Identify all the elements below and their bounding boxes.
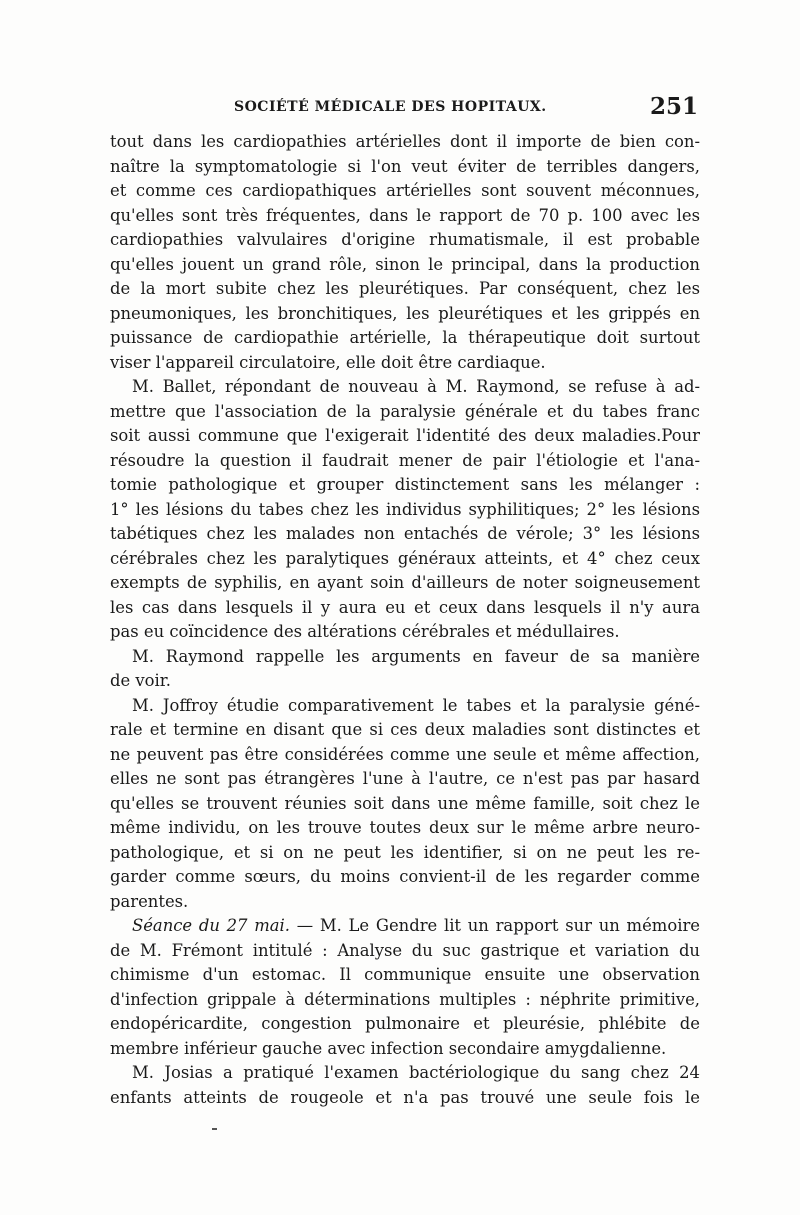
text-line: puissance de cardiopathie artérielle, la thérapeutique doit surtout (110, 328, 700, 347)
text-line: tabétiques chez les malades non entachés de vérole; 3° les lésions (110, 524, 700, 543)
running-head (108, 95, 698, 125)
text-line: M. Raymond rappelle les arguments en faveur de sa manière (132, 646, 700, 666)
text-line: M. Josias a pratiqué l'examen bactériologique du sang chez 24 (132, 1063, 700, 1082)
session-date: Séance du 27 mai. (132, 916, 290, 935)
text-line: qu'elles se trouvent réunies soit dans une même famille, soit chez le (110, 793, 700, 813)
text-line: tout dans les cardiopathies artérielles dont il importe de bien con- (110, 132, 700, 151)
text-line: pathologique, et si on ne peut les identifier, si on ne peut les re- (110, 842, 700, 862)
text-line: pneumoniques, les bronchitiques, les pleurétiques et les grippés en (110, 303, 700, 323)
text-line: endopéricardite, congestion pulmonaire et pleurésie, phlébite de (110, 1014, 700, 1033)
text-line: d'infection grippale à déterminations multiples : néphrite primitive, (110, 989, 700, 1009)
page-number: 251 (649, 93, 698, 120)
text-line: qu'elles jouent un grand rôle, sinon le principal, dans la production (110, 254, 700, 274)
text-line: résoudre la question il faudrait mener de pair l'étiologie et l'ana- (110, 450, 700, 470)
text-line: même individu, on les trouve toutes deux sur le même arbre neuro- (110, 818, 700, 837)
text-line: qu'elles sont très fréquentes, dans le rapport de 70 p. 100 avec les (110, 205, 700, 225)
text-line: 1° les lésions du tabes chez les individus syphilitiques; 2° les lésions (110, 499, 700, 519)
text-line: de voir. (110, 671, 172, 690)
text-line: elles ne sont pas étrangères l'une à l'autre, ce n'est pas par hasard (110, 769, 700, 788)
text-line: viser l'appareil circulatoire, elle doit être cardiaque. (110, 352, 546, 372)
text-line: de M. Frémont intitulé : Analyse du suc gastrique et variation du (110, 940, 700, 960)
text-line: de la mort subite chez les pleurétiques. Par conséquent, chez les (110, 279, 700, 298)
text-line: les cas dans lesquels il y aura eu et ceux dans lesquels il n'y aura (110, 597, 700, 617)
text-line: naître la symptomatologie si l'on veut éviter de terribles dangers, (110, 156, 700, 176)
text-line: rale et termine en disant que si ces deux maladies sont distinctes et (110, 720, 700, 739)
text-line: Séance du 27 mai. — M. Le Gendre lit un rapport sur un mémoire (132, 916, 700, 935)
text-line: pas eu coïncidence des altérations cérébrales et médullaires. (110, 622, 620, 641)
text-line: exempts de syphilis, en ayant soin d'ailleurs de noter soigneusement (110, 573, 700, 592)
print-speck (212, 1128, 217, 1130)
body-text (110, 130, 700, 1110)
text-line: tomie pathologique et grouper distinctement sans les mélanger : (110, 475, 700, 494)
text-line: enfants atteints de rougeole et n'a pas trouvé une seule fois le (110, 1087, 700, 1107)
text-line: parentes. (110, 891, 189, 911)
text-line: mettre que l'association de la paralysie générale et du tabes franc (110, 401, 700, 421)
text-line: chimisme d'un estomac. Il communique ensuite une observation (110, 965, 700, 984)
text-line: et comme ces cardiopathiques artérielles sont souvent méconnues, (110, 181, 700, 200)
text-line: cardiopathies valvulaires d'origine rhumatismale, il est probable (110, 230, 700, 249)
text-line: cérébrales chez les paralytiques généraux atteints, et 4° chez ceux (110, 548, 700, 568)
text-line: soit aussi commune que l'exigerait l'identité des deux maladies.Pour (110, 426, 700, 445)
text-line: garder comme sœurs, du moins convient-il de les regarder comme (110, 867, 700, 886)
text-line: M. Joffroy étudie comparativement le tabes et la paralysie géné- (132, 695, 700, 715)
text-line: ne peuvent pas être considérées comme une seule et même affection, (110, 744, 700, 764)
text-line: membre inférieur gauche avec infection secondaire amygdalienne. (110, 1038, 667, 1058)
running-title: SOCIÉTÉ MÉDICALE DES HOPITAUX. (234, 99, 547, 115)
text-line: M. Ballet, répondant de nouveau à M. Raymond, se refuse à ad- (132, 377, 700, 396)
